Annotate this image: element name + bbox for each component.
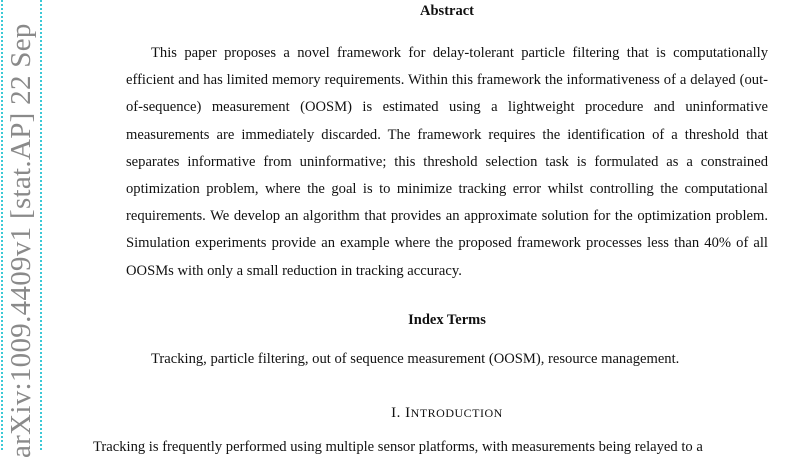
index-terms-heading: Index Terms [408, 312, 486, 328]
margin-dotted-line [40, 0, 42, 450]
introduction-first-line: Tracking is frequently performed using multiple sensor platforms, with measurements being relayed to a [93, 439, 703, 455]
section-title-initial: I [405, 405, 411, 421]
arxiv-side-stamp: arXiv:1009.4409v1 [stat.AP] 22 Sep [5, 23, 37, 458]
section-title-rest: NTRODUCTION [410, 406, 503, 420]
section-heading-introduction [0, 405, 800, 422]
section-number: I. [391, 405, 401, 421]
abstract-text: This paper proposes a novel framework for delay-tolerant particle filtering that is computationally efficient and has limited memory requirements. Within this framework the informativeness of a delayed (out-of-sequence) measurement (OOSM) is estimated using a lightweight procedure and uninformative measurements are immediately discarded. The framework requires the identification of a threshold that separates informative from uninformative; this threshold selection task is formulated as a constrained optimization problem, where the goal is to minimize tracking error whilst controlling the computational requirements. We develop an algorithm that provides an approximate solution for the optimization problem. Simulation experiments provide an example where the proposed framework processes less than 40% of all OOSMs with only a small reduction in tracking accuracy. [126, 45, 768, 279]
abstract-heading: Abstract [420, 3, 474, 19]
margin-dotted-line [1, 0, 3, 450]
index-terms-text: Tracking, particle filtering, out of sequence measurement (OOSM), resource management. [151, 351, 680, 367]
